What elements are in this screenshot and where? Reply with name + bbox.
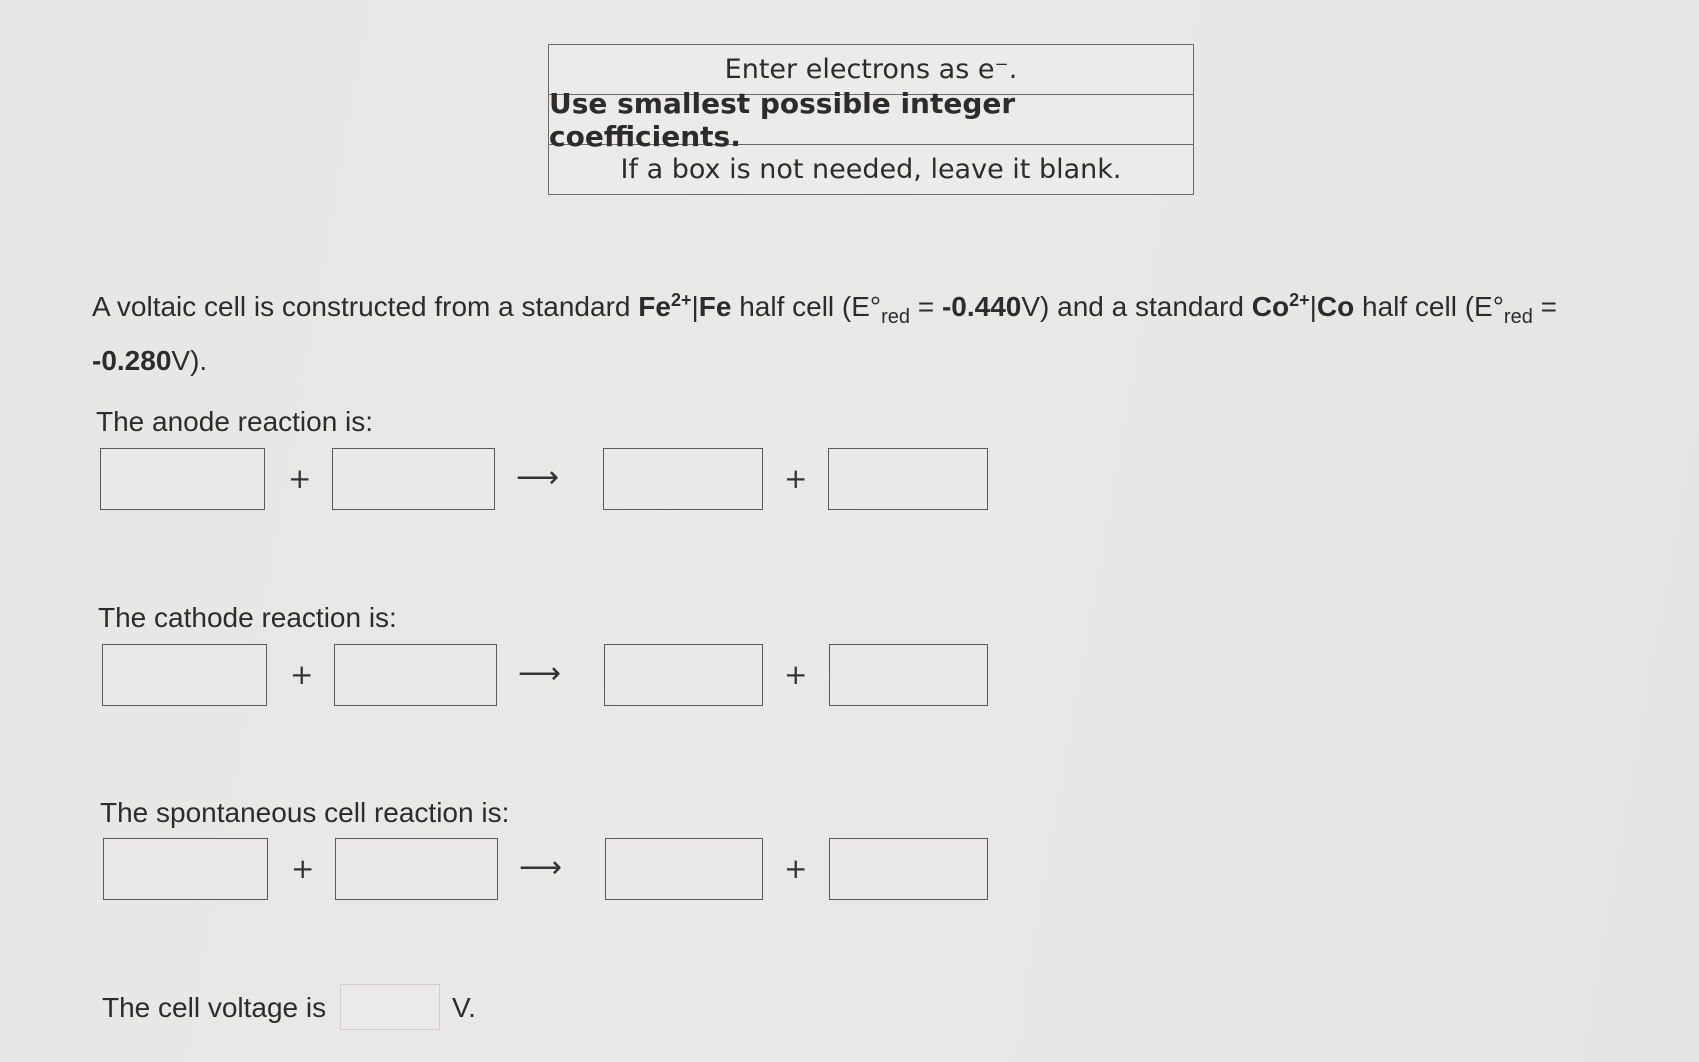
cathode-product-1-input[interactable]: [604, 644, 763, 706]
cell-reactant-1-input[interactable]: [103, 838, 268, 900]
fe-metal: Fe: [698, 291, 732, 322]
instructions-table: [548, 44, 1194, 195]
anode-product-2-input[interactable]: [828, 448, 988, 510]
fe-potential: -0.440: [941, 291, 1022, 322]
anode-equation: [98, 448, 998, 514]
cathode-equation: [98, 644, 998, 710]
plus-sign: +: [291, 852, 315, 885]
instruction-electrons: Enter electrons as e⁻.: [724, 54, 1018, 85]
anode-reactant-1-input[interactable]: [100, 448, 265, 510]
question-text: A voltaic cell is constructed from a standard $Fe^{2+}|Fe$ half cell $(E^\circ_{red} = -0.440V)$ and a standard $Co^{2+}|Co$ half cell $(E^\circ_{red} = -0.280V)$.: [92, 290, 1557, 376]
anode-label: The anode reaction is:: [96, 406, 374, 437]
spontaneous-equation: [98, 838, 998, 904]
cell-product-2-input[interactable]: [829, 838, 988, 900]
reaction-arrow: ⟶: [519, 850, 563, 885]
reaction-arrow: ⟶: [518, 656, 562, 691]
cathode-reactant-1-input[interactable]: [102, 644, 267, 706]
cathode-reactant-2-input[interactable]: [334, 644, 497, 706]
fe-ion: $Fe^{2+}$: [638, 290, 692, 322]
anode-product-1-input[interactable]: [603, 448, 763, 510]
plus-sign: +: [784, 852, 808, 885]
cathode-label: The cathode reaction is:: [98, 602, 397, 633]
plus-sign: +: [784, 658, 808, 691]
instruction-blank: If a box is not needed, leave it blank.: [549, 144, 1193, 194]
cell-product-1-input[interactable]: [605, 838, 763, 900]
spontaneous-label: The spontaneous cell reaction is:: [100, 797, 510, 828]
cell-reactant-2-input[interactable]: [335, 838, 498, 900]
plus-sign: +: [288, 462, 312, 495]
plus-sign: +: [290, 658, 314, 691]
cell-voltage-input[interactable]: [340, 984, 440, 1030]
voltage-unit: V.: [452, 992, 476, 1023]
co-metal: Co: [1316, 291, 1355, 322]
anode-reactant-2-input[interactable]: [332, 448, 495, 510]
co-potential: -0.280: [92, 345, 172, 376]
co-ion: $Co^{2+}$: [1251, 290, 1310, 322]
cell-voltage-label: The cell voltage is: [102, 992, 327, 1023]
cathode-product-2-input[interactable]: [829, 644, 988, 706]
instruction-coefficients: Use smallest possible integer coefficients.: [549, 94, 1193, 144]
plus-sign: +: [784, 462, 808, 495]
reaction-arrow: ⟶: [516, 460, 560, 495]
